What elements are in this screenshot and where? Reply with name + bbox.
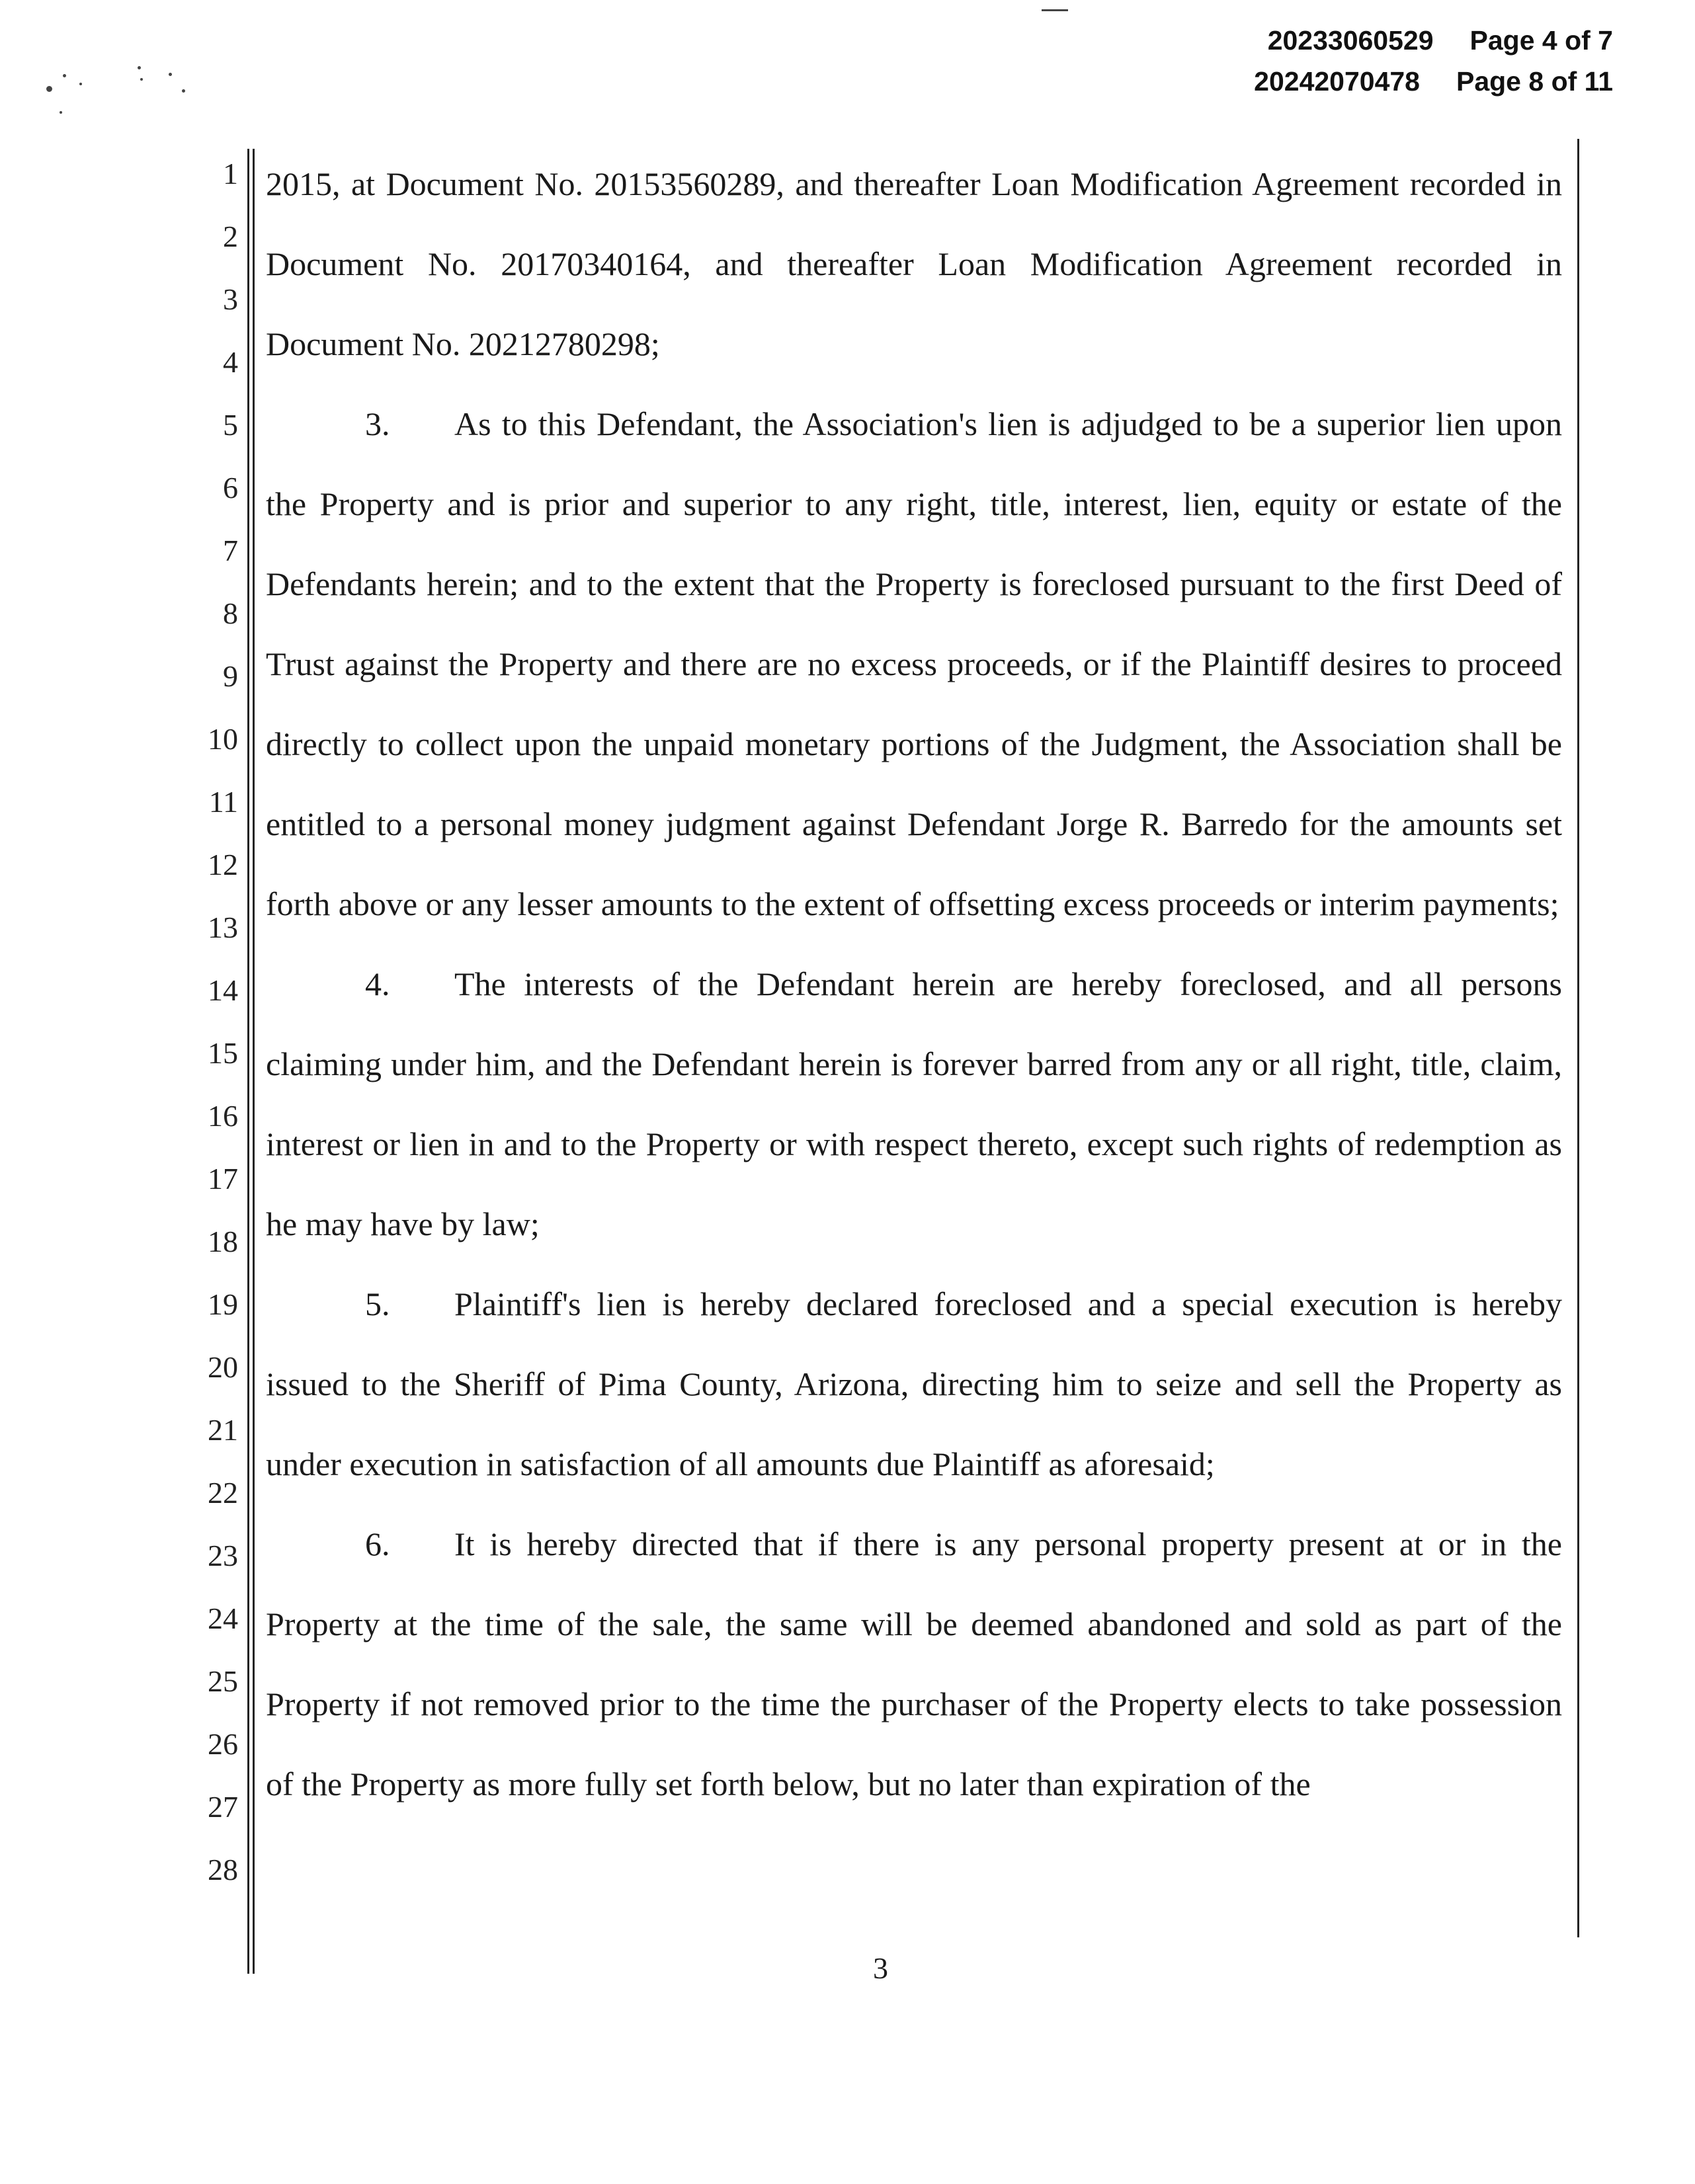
line-number: 6 (223, 471, 238, 505)
line-number: 28 (208, 1853, 238, 1886)
line-number: 8 (223, 596, 238, 630)
paragraph-text: 2015, at Document No. 20153560289, and thereafter Loan Modification Agreement recorded in Document No. 20170340164, and thereafter Loan Modification Agreement recorded in Document No. 20212780298; (266, 165, 1562, 362)
paragraph-text: As to this Defendant, the Association's lien is adjudged to be a superior lien upon the Property and is prior and superior to any right, title, interest, lien, equity or estate of the Defendants herein; and to the extent that the Property is foreclosed pursuant to the first Deed of Trust against the Property and there are no excess proceeds, or if the Plaintiff desires to proceed directly to collect upon the unpaid monetary portions of the Judgment, the Association shall be entitled to a personal money judgment against Defendant Jorge R. Barredo for the amounts set forth above or any lesser amounts to the extent of offsetting excess proceeds or interim payments; (266, 405, 1562, 922)
left-margin-double-rule-outer (247, 149, 249, 1974)
line-number: 22 (208, 1476, 238, 1510)
line-number: 4 (223, 345, 238, 379)
paragraph-5 (266, 1264, 1562, 1504)
page-indicator: Page 8 of 11 (1456, 66, 1613, 97)
line-number: 7 (223, 534, 238, 567)
paragraph-6 (266, 1504, 1562, 1824)
line-number: 20 (208, 1350, 238, 1384)
paragraph-3 (266, 384, 1562, 944)
line-number: 11 (208, 785, 238, 819)
document-body (266, 144, 1562, 1824)
page-number: 3 (873, 1951, 888, 1985)
line-number: 2 (223, 220, 238, 253)
paragraph-number: 3. (365, 405, 390, 442)
line-number: 25 (208, 1664, 238, 1698)
page-indicator: Page 4 of 7 (1469, 25, 1613, 56)
line-number: 26 (208, 1727, 238, 1761)
line-number: 24 (208, 1601, 238, 1635)
line-number: 15 (208, 1036, 238, 1070)
line-number: 5 (223, 408, 238, 442)
paragraph-number: 6. (365, 1525, 390, 1562)
line-number: 9 (223, 659, 238, 693)
paragraph-number: 4. (365, 965, 390, 1002)
line-number: 18 (208, 1225, 238, 1258)
right-margin-rule (1577, 139, 1579, 1937)
line-number: 10 (208, 722, 238, 756)
recording-header-line-2 (1254, 61, 1613, 102)
line-number: 16 (208, 1099, 238, 1133)
paragraph-text: Plaintiff's lien is hereby declared foreclosed and a special execution is hereby issued to the Sheriff of Pima County, Arizona, directing him to seize and sell the Property as under execution in satisfaction of all amounts due Plaintiff as aforesaid; (266, 1285, 1562, 1482)
line-number: 27 (208, 1790, 238, 1824)
document-number: 20242070478 (1254, 66, 1420, 97)
line-number: 13 (208, 910, 238, 944)
line-number: 1 (223, 157, 238, 190)
paragraph-text: The interests of the Defendant herein are hereby foreclosed, and all persons claiming under him, and the Defendant herein is forever barred from any or all right, title, claim, interest or lien in and to the Property or with respect thereto, except such rights of redemption as he may have by law; (266, 965, 1562, 1242)
paragraph-continuation (266, 144, 1562, 384)
document-number: 20233060529 (1267, 25, 1434, 56)
line-number: 12 (208, 848, 238, 881)
line-number: 14 (208, 973, 238, 1007)
line-number: 3 (223, 282, 238, 316)
line-number: 23 (208, 1539, 238, 1572)
paragraph-number: 5. (365, 1285, 390, 1322)
line-number: 21 (208, 1413, 238, 1447)
line-number: 17 (208, 1162, 238, 1195)
recording-header-line-1 (1254, 20, 1613, 61)
line-number: 19 (208, 1287, 238, 1321)
paragraph-4 (266, 944, 1562, 1264)
paragraph-text: It is hereby directed that if there is any personal property present at or in the Property at the time of the sale, the same will be deemed abandoned and sold as part of the Property if not removed prior to the time the purchaser of the Property elects to take possession of the Property as more fully set forth below, but no later than expiration of the (266, 1525, 1562, 1802)
left-margin-double-rule-inner (253, 149, 255, 1974)
recording-header (1254, 20, 1613, 102)
